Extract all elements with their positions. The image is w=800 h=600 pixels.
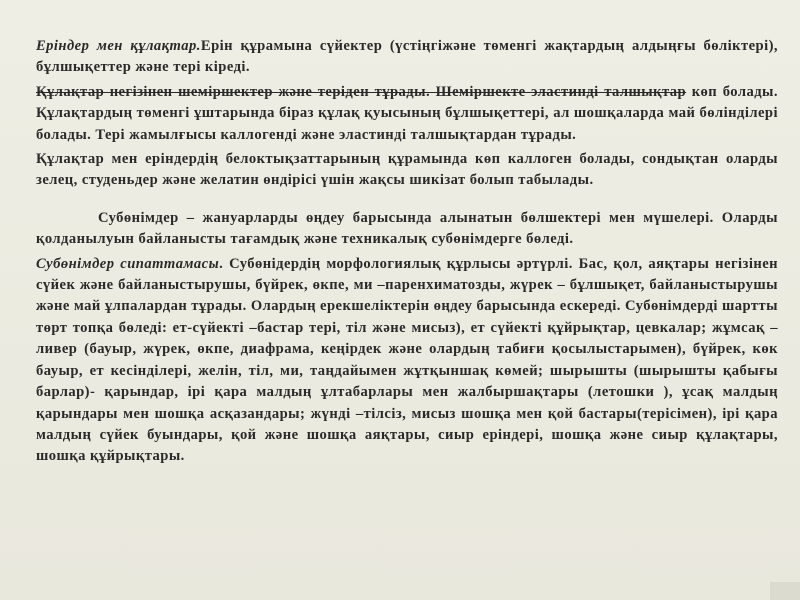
paragraph-byproducts-description: [36, 254, 778, 468]
paragraph-lead-byproducts-description: Субөнімдер сипаттамасы: [36, 255, 220, 272]
paragraph-text-byproducts-description: . Субөнідердің морфологиялық құрлысы әртүрлі. Бас, қол, аяқтары негізінен сүйек және байланыстырушы, бүйрек, өкпе, ми –паренхиматозды, жүрек – бұлшықет, байланыстырушы және май ұлпалардан тұрады. Олардың ерекшеліктерін өңдеу барысында ескереді. Субөнімдерді шартты төрт топқа бөледі: ет-сүйекті –бастар тері, тіл және мисыз), ет сүйекті құйрықтар, цевкалар; жұмсақ –ливер (бауыр, жүрек, өкпе, диафрама, кеңірдек және олардың табиғи қосылыстарымен), бүйрек, көк бауыр, ет кесінділері, желін, тіл, ми, таңдайымен жұтқыншақ көмей; шырышты (шырышты қабығы барлар)- қарындар, ірі қара малдың ұлтабарлары мен жалбыршақтары (летошки ), ұсақ малдың қарындары мен шошқа асқазандары; жүнді –тілсіз, мисыз шошқа мен қой бастары(терісімен), ірі қара малдың сүйек буындары, қой және шошқа аяқтары, сиыр еріндері, шошқа және сиыр құлақтары, шошқа құйрықтары.: [36, 255, 778, 465]
paragraph-text-ears-structure: көп болады. Құлақтардың төменгі ұштарында біраз құлақ қуысының бұлшықеттері, ал шошқаларда май бөлінділері болады. Тері жамылғысы каллогенді және эластинді талшықтардан тұрады.: [36, 83, 778, 143]
paragraph-text-lips-ears: Ерін құрамына сүйектер (үстіңгіжәне төменгі жақтардың алдыңғы бөліктері), бұлшықеттер және тері кіреді.: [36, 38, 778, 76]
paragraph-text-collagen: Құлақтар мен еріндердің белоктықзаттарының құрамында көп каллоген болады, сондықтан оларды зелец, студеньдер және желатин өндірісі үшін жақсы шикізат болып табылады.: [36, 151, 778, 189]
paragraph-lips-ears: [36, 36, 778, 79]
paragraph-lead-lips-ears: Еріндер мен құлақтар.: [36, 38, 201, 54]
paragraph-text-byproducts-definition: Субөнімдер – жануарларды өңдеу барысында алынатын бөлшектері мен мүшелері. Оларды қолданылуын байланысты тағамдық және техникалық субөнімдерге бөледі.: [36, 209, 778, 248]
struck-text-ears: Құлақтар негізінен шеміршектер және теріден тұрады. Шеміршекте эластинді талшықтар: [36, 83, 687, 100]
corner-decoration: [770, 582, 800, 600]
text-body: [36, 36, 778, 471]
paragraph-collagen: [36, 149, 778, 192]
paragraph-ears-structure: [36, 82, 778, 146]
paragraph-byproducts-definition: [36, 208, 778, 251]
